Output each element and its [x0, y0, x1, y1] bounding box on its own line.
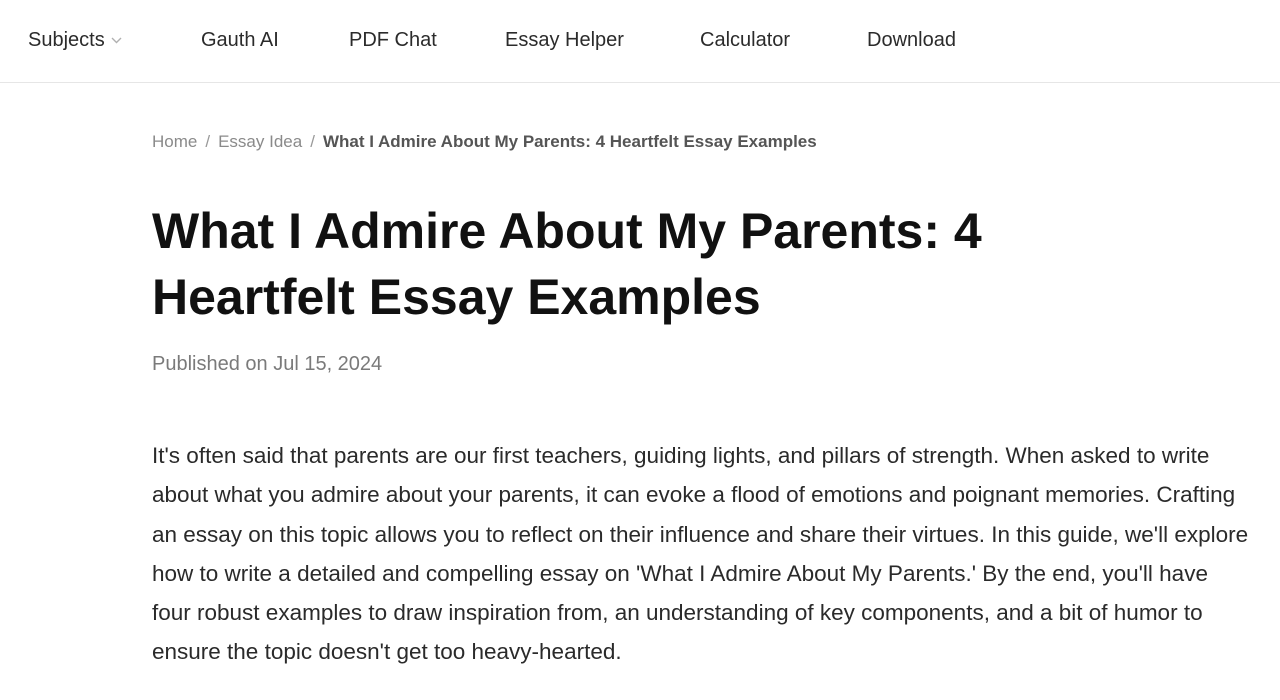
nav-download[interactable]: Download	[867, 29, 956, 51]
nav-calculator[interactable]: Calculator	[700, 29, 791, 51]
breadcrumb-separator: /	[310, 132, 315, 151]
top-navigation	[0, 0, 1280, 83]
nav-gauth-ai[interactable]: Gauth AI	[201, 29, 279, 51]
breadcrumb-home[interactable]: Home	[152, 132, 198, 151]
nav-subjects[interactable]	[28, 28, 122, 53]
article-intro: It's often said that parents are our first teachers, guiding lights, and pillars of strength. When asked to write about what you admire about your parents, it can evoke a flood of emotions and poignant memories. Crafting an essay on this topic allows you to reflect on their influence and share their virtues. In this guide, we'll explore how to write a detailed and compelling essay on 'What I Admire About My Parents.' By the end, you'll have four robust examples to draw inspiration from, an understanding of key components, and a bit of humor to ensure the topic doesn't get too heavy-hearted.	[152, 443, 1249, 665]
chevron-down-icon	[111, 26, 122, 50]
nav-essay-helper[interactable]: Essay Helper	[505, 29, 624, 51]
page-title: What I Admire About My Parents: 4 Heartfelt Essay Examples	[152, 203, 982, 325]
breadcrumb-current: What I Admire About My Parents: 4 Heartfelt Essay Examples	[322, 132, 817, 151]
nav-pdf-chat[interactable]: PDF Chat	[349, 29, 437, 51]
breadcrumb-essay-idea[interactable]: Essay Idea	[218, 132, 303, 151]
breadcrumb-separator: /	[205, 132, 211, 151]
published-date: Published on Jul 15, 2024	[152, 353, 383, 375]
breadcrumb	[152, 131, 817, 153]
nav-subjects-label: Subjects	[28, 29, 105, 51]
